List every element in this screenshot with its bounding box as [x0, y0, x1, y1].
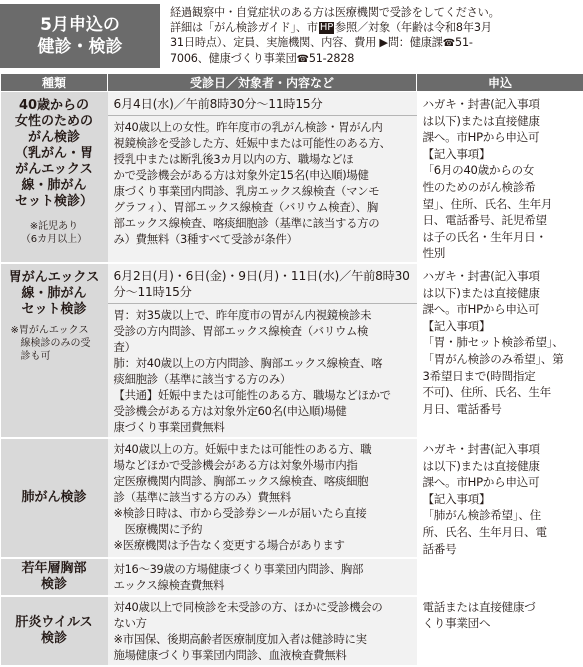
- row2-type-cell: [1, 263, 108, 438]
- info-line-1: 経過観察中・自覚症状のある方は医療機関で受診をしてください。: [170, 5, 583, 20]
- text-line: 線検診のみの受: [11, 337, 108, 350]
- text-line: 線・肺がん: [1, 178, 108, 194]
- row4-detail-cell: [108, 558, 417, 596]
- text-line: 受診の方内問診、胃部エックス線検査（バリウム検: [114, 323, 413, 339]
- row2-date: [108, 264, 417, 304]
- text-line: 課へ。市HPから申込可: [423, 129, 580, 146]
- info-text: 定員、: [233, 36, 266, 49]
- row5-type-cell: [1, 596, 108, 666]
- row2-detail-cell: [108, 263, 417, 438]
- text-line: 不可)、住所、氏名、生年: [423, 384, 580, 401]
- col-apply-header: 申込: [417, 74, 583, 92]
- title-line-1: 5月申込の: [40, 14, 120, 36]
- info-text: 31日時点）、: [170, 36, 233, 49]
- text-line: 「6月の40歳からの女: [423, 162, 580, 179]
- text-line: セット検診）: [1, 194, 108, 210]
- text-line: 肝炎ウイルス: [1, 615, 108, 631]
- text-line: 痰細胞診（基準に該当する方のみ）: [114, 371, 413, 387]
- text-line: （6カ月以上）: [1, 233, 108, 246]
- row3-apply-cell: [417, 438, 583, 558]
- text-line: グラフィ）、胃部エックス線検査（バリウム検査）、胸: [114, 199, 413, 215]
- text-line: 電話または直接健康づ: [423, 599, 580, 616]
- table-header-row: [1, 74, 583, 92]
- text-line: 対40歳以上で同検診を未受診の方、ほかに受診機会の: [114, 599, 413, 615]
- text-line: ない方: [114, 615, 413, 631]
- row2-note: [1, 324, 108, 363]
- text-line: ※胃がんエックス: [11, 324, 108, 337]
- title-line-2: 健診・検診: [38, 36, 123, 58]
- text-line: 分～11時15分: [114, 284, 411, 300]
- text-line: 施場健康づくり事業団内問診、血液検査費無料: [114, 647, 413, 663]
- text-line: 6月2日(月)・6日(金)・9日(月)・11日(水)／午前8時30: [114, 268, 411, 284]
- text-line: 視鏡検診を受診した方、妊娠中または可能性のある方、: [114, 135, 413, 151]
- table-row: [1, 263, 583, 438]
- text-line: 検診: [1, 631, 108, 647]
- text-line: ※託児あり: [1, 220, 108, 233]
- info-text: 費用 ▶問：健康課: [354, 36, 443, 49]
- info-text: 実施機関、: [266, 36, 321, 49]
- text-line: 話番号: [423, 541, 580, 558]
- text-line: ハガキ・封書(記入事項: [423, 441, 580, 458]
- info-line-3: [170, 35, 583, 51]
- row3-desc: [108, 439, 417, 555]
- col-type-header: 種類: [1, 74, 108, 92]
- text-line: 授乳中または断乳後3カ月以内の方、職場などほ: [114, 151, 413, 167]
- info-text: 7006、健康づくり事業団: [170, 52, 297, 65]
- text-line: エックス線検査費無料: [114, 577, 413, 593]
- text-line: 「胃がん検診のみ希望」、第: [423, 351, 580, 368]
- text-line: 「肺がん検診希望」、住: [423, 507, 580, 524]
- text-line: 女性のための: [1, 114, 108, 130]
- text-line: 課へ。市HPから申込可: [423, 301, 580, 318]
- text-line: 【記入事項】: [423, 318, 580, 335]
- text-line: 康づくり事業団費無料: [114, 419, 413, 435]
- text-line: 受診機会がある方は対象外定60名(申込順)場健: [114, 403, 413, 419]
- text-line: 性別: [423, 245, 580, 262]
- header-info: [160, 4, 583, 68]
- row2-desc: [108, 304, 417, 437]
- text-line: 康づくり事業団内問診、乳房エックス線検査（マンモ: [114, 183, 413, 199]
- table-row: [1, 92, 583, 263]
- text-line: 【共通】妊娠中または可能性のある方、職場などほかで: [114, 387, 413, 403]
- text-line: かで受診機会がある方は対象外定15名(申込順)場健: [114, 167, 413, 183]
- text-line: は子の氏名・生年月日・: [423, 229, 580, 246]
- row4-type: [1, 561, 108, 593]
- text-line: 40歳からの: [1, 98, 108, 114]
- info-line-2: [170, 20, 583, 35]
- text-line: 対16～39歳の方場健康づくり事業団内問診、胸部: [114, 561, 413, 577]
- text-line: 課へ。市HPから申込可: [423, 474, 580, 491]
- text-line: 所、氏名、生年月日、電: [423, 524, 580, 541]
- info-text: 51-: [455, 36, 473, 49]
- row4-apply-cell: [417, 558, 583, 666]
- header: [0, 4, 583, 68]
- page-title: [0, 4, 160, 68]
- row1-type: [1, 98, 108, 210]
- text-line: は以下)または直接健康: [423, 285, 580, 302]
- table-row: [1, 438, 583, 558]
- hp-badge: HP: [319, 22, 334, 34]
- info-text: 内容、: [321, 36, 354, 49]
- row5-desc: [108, 597, 417, 665]
- text-line: 月日、電話番号: [423, 401, 580, 418]
- row3-type-cell: [1, 438, 108, 558]
- row2-apply-cell: [417, 263, 583, 438]
- text-line: 胃：対35歳以上で、昨年度市の胃がん内視鏡検診未: [114, 307, 413, 323]
- text-line: ※市国保、後期高齢者医療制度加入者は健診時に実: [114, 631, 413, 647]
- text-line: は以下)または直接健康: [423, 458, 580, 475]
- row1-desc: [108, 116, 417, 249]
- row1-note: [1, 220, 108, 246]
- col-date-header: 受診日／対象者・内容など: [108, 74, 417, 92]
- text-line: 胃がんエックス: [1, 270, 108, 286]
- text-line: 【記入事項】: [423, 146, 580, 163]
- text-line: ※医療機関は予告なく変更する場合があります: [114, 537, 413, 553]
- text-line: 検診: [1, 577, 108, 593]
- text-line: 性のためのがん検診希: [423, 179, 580, 196]
- row3-detail-cell: [108, 438, 417, 558]
- row2-type: [1, 270, 108, 318]
- row4-type-cell: [1, 558, 108, 596]
- text-line: 望」、住所、氏名、生年月: [423, 196, 580, 213]
- row1-type-cell: [1, 92, 108, 263]
- text-line: 対40歳以上の女性。昨年度市の乳がん検診・胃がん内: [114, 119, 413, 135]
- text-line: がんエックス: [1, 162, 108, 178]
- info-text: 51-2828: [309, 52, 354, 65]
- text-line: くり事業団へ: [423, 615, 580, 632]
- text-line: 定医療機関内問診、胸部エックス線検査、喀痰細胞: [114, 473, 413, 489]
- info-text: 参照／: [335, 21, 368, 34]
- row3-type: 肺がん検診: [1, 490, 108, 506]
- text-line: 線・肺がん: [1, 286, 108, 302]
- phone-icon: ☎: [443, 38, 455, 49]
- text-line: は以下)または直接健康: [423, 113, 580, 130]
- text-line: ハガキ・封書(記入事項: [423, 268, 580, 285]
- text-line: 「胃・肺セット検診希望」、: [423, 334, 580, 351]
- text-line: 診（基準に該当する方のみ）費無料: [114, 489, 413, 505]
- text-line: がん検診: [1, 130, 108, 146]
- row1-date: 6月4日(水)／午前8時30分～11時15分: [108, 92, 417, 116]
- row1-apply-cell: [417, 92, 583, 263]
- text-line: 査）: [114, 339, 413, 355]
- row1-detail-cell: [108, 92, 417, 263]
- text-line: 部エックス線検査、喀痰細胞診（基準に該当する方の: [114, 215, 413, 231]
- text-line: 診も可: [11, 350, 108, 363]
- text-line: 若年層胸部: [1, 561, 108, 577]
- row5-detail-cell: [108, 596, 417, 666]
- table-row: [1, 558, 583, 596]
- exam-table: [0, 73, 583, 667]
- text-line: 【記入事項】: [423, 491, 580, 508]
- text-line: 対40歳以上の方。妊娠中または可能性のある方、職: [114, 441, 413, 457]
- text-line: セット検診: [1, 302, 108, 318]
- text-line: ※検診日時は、市から受診券シールが届いたら直接: [114, 505, 413, 521]
- text-line: 日、電話番号、託児希望: [423, 212, 580, 229]
- info-text: 対象（年齢は令和8年3月: [368, 21, 492, 34]
- info-line-4: [170, 51, 583, 67]
- text-line: （乳がん・胃: [1, 146, 108, 162]
- text-line: 3希望日まで(時間指定: [423, 368, 580, 385]
- text-line: 肺：対40歳以上の方内問診、胸部エックス線検査、喀: [114, 355, 413, 371]
- text-line: ハガキ・封書(記入事項: [423, 96, 580, 113]
- phone-icon: ☎: [297, 54, 309, 65]
- info-text: 詳細は「がん検診ガイド」、市: [170, 21, 318, 34]
- row4-desc: [108, 559, 417, 595]
- text-line: 場などほかで受診機会がある方は対象外場市内指: [114, 457, 413, 473]
- text-line: み）費無料（3種すべて受診が条件）: [114, 231, 413, 247]
- text-line: 医療機関に予約: [114, 521, 413, 537]
